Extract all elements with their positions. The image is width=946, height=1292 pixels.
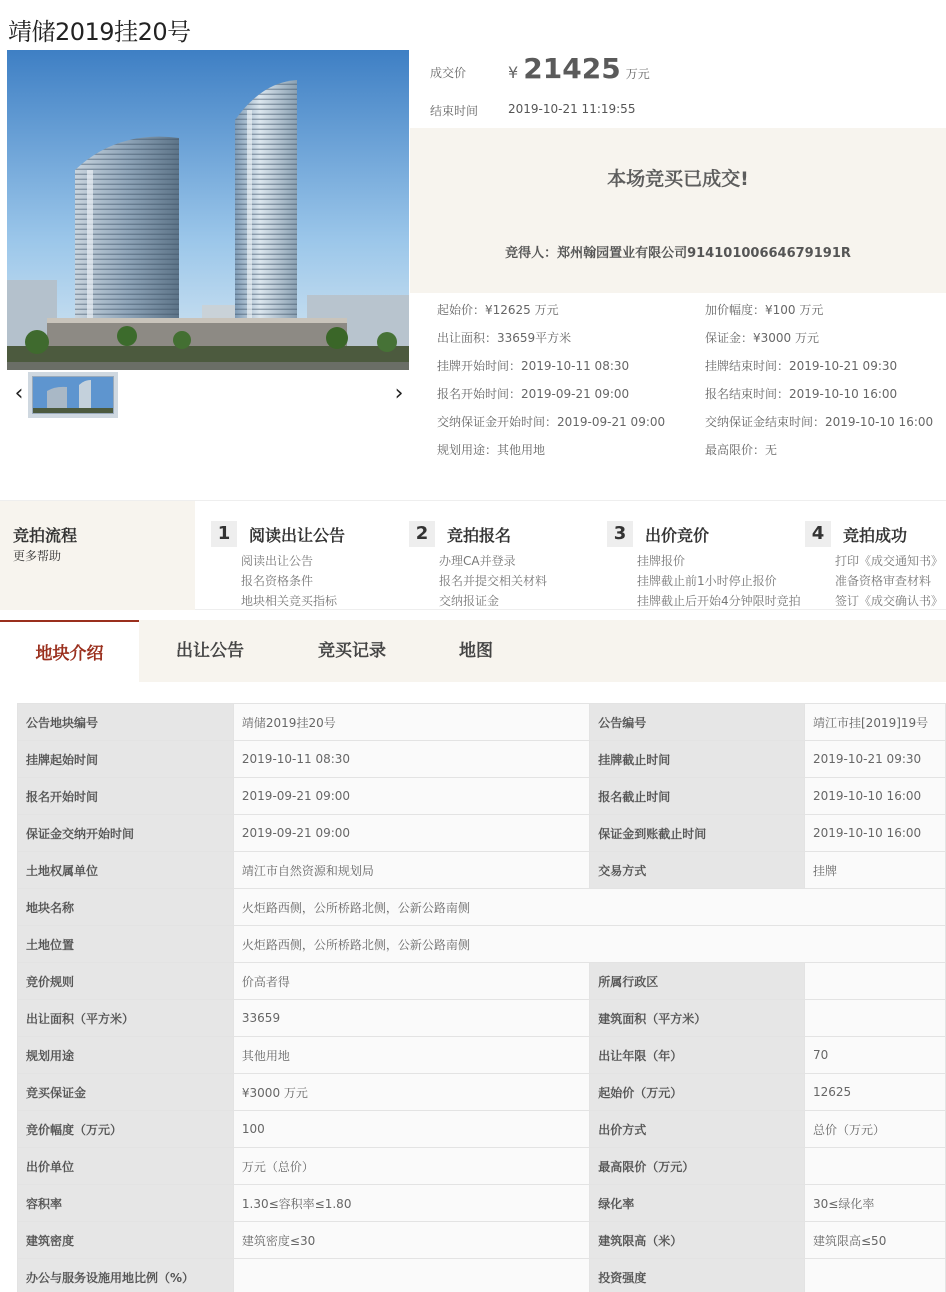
step-number: 1 bbox=[211, 521, 237, 547]
table-row bbox=[18, 1148, 946, 1185]
field-label: 出让面积（平方米） bbox=[18, 1000, 234, 1037]
info-area: 出让面积：33659平方米 bbox=[437, 331, 572, 345]
field-value bbox=[805, 1000, 946, 1037]
step-details bbox=[637, 551, 801, 611]
tab-parcel-intro[interactable]: 地块介绍 bbox=[0, 620, 139, 682]
table-row bbox=[18, 741, 946, 778]
field-label: 土地位置 bbox=[18, 926, 234, 963]
info-deposit: 保证金：¥3000 万元 bbox=[705, 331, 819, 345]
step-detail: 办理CA并登录 bbox=[439, 554, 516, 568]
field-value: 万元（总价） bbox=[233, 1148, 589, 1185]
info-max-price: 最高限价：无 bbox=[705, 443, 778, 457]
step-detail: 报名并提交相关材料 bbox=[439, 574, 548, 588]
field-value: 2019-10-10 16:00 bbox=[805, 778, 946, 815]
table-row bbox=[18, 852, 946, 889]
field-value: 30≤绿化率 bbox=[805, 1185, 946, 1222]
field-label: 出价方式 bbox=[590, 1111, 805, 1148]
field-value: 12625 bbox=[805, 1074, 946, 1111]
info-usage: 规划用途：其他用地 bbox=[437, 443, 546, 457]
tab-bid-records[interactable]: 竞买记录 bbox=[318, 641, 386, 661]
deal-price-label: 成交价 bbox=[430, 66, 467, 80]
chevron-right-icon[interactable]: › bbox=[394, 381, 404, 406]
table-row bbox=[18, 1074, 946, 1111]
more-help-link[interactable]: 更多帮助 bbox=[13, 549, 62, 563]
table-row bbox=[18, 963, 946, 1000]
bidding-process bbox=[0, 500, 946, 610]
field-label: 办公与服务设施用地比例（%） bbox=[18, 1259, 234, 1292]
step-detail: 打印《成交通知书》 bbox=[835, 554, 944, 568]
process-title: 竞拍流程 bbox=[13, 526, 78, 545]
table-row bbox=[18, 815, 946, 852]
step-detail: 挂牌报价 bbox=[637, 554, 686, 568]
step-detail: 交纳报证金 bbox=[439, 594, 500, 608]
info-start-price: 起始价：¥12625 万元 bbox=[437, 303, 559, 317]
tab-map[interactable]: 地图 bbox=[459, 641, 493, 661]
field-value: 火炬路西侧，公所桥路北侧，公新公路南侧 bbox=[233, 889, 945, 926]
field-value: 建筑密度≤30 bbox=[233, 1222, 589, 1259]
info-signup-start: 报名开始时间：2019-09-21 09:00 bbox=[437, 387, 630, 401]
step-details bbox=[439, 551, 547, 611]
step-number: 4 bbox=[805, 521, 831, 547]
field-value: 价高者得 bbox=[233, 963, 589, 1000]
field-value: 2019-10-11 08:30 bbox=[233, 741, 589, 778]
field-label: 所属行政区 bbox=[590, 963, 805, 1000]
field-label: 公告编号 bbox=[590, 704, 805, 741]
field-label: 土地权属单位 bbox=[18, 852, 234, 889]
field-label: 保证金到账截止时间 bbox=[590, 815, 805, 852]
step-detail: 报名资格条件 bbox=[241, 574, 314, 588]
end-time-value: 2019-10-21 11:19:55 bbox=[508, 102, 636, 116]
field-value bbox=[805, 1148, 946, 1185]
parcel-detail-table bbox=[17, 703, 946, 1292]
thumbnail[interactable] bbox=[28, 372, 118, 418]
winner-info: 竞得人：郑州翰园置业有限公司91410100664679191R bbox=[505, 246, 851, 261]
tab-announcement[interactable]: 出让公告 bbox=[176, 641, 244, 661]
table-row bbox=[18, 926, 946, 963]
field-value: 靖江市挂[2019]19号 bbox=[805, 704, 946, 741]
step-title: 阅读出让公告 bbox=[249, 526, 346, 545]
field-value: 建筑限高≤50 bbox=[805, 1222, 946, 1259]
field-label: 出价单位 bbox=[18, 1148, 234, 1185]
page-title: 靖储2019挂20号 bbox=[8, 18, 191, 46]
step-detail: 签订《成交确认书》 bbox=[835, 594, 944, 608]
field-label: 挂牌截止时间 bbox=[590, 741, 805, 778]
info-signup-end: 报名结束时间：2019-10-10 16:00 bbox=[705, 387, 898, 401]
table-row bbox=[18, 778, 946, 815]
field-value bbox=[805, 1259, 946, 1292]
step-detail: 挂牌截止后开始4分钟限时竞拍 bbox=[637, 594, 801, 608]
field-value: ¥3000 万元 bbox=[233, 1074, 589, 1111]
table-row bbox=[18, 1111, 946, 1148]
field-value: 靖江市自然资源和规划局 bbox=[233, 852, 589, 889]
field-value: 靖储2019挂20号 bbox=[233, 704, 589, 741]
field-label: 报名截止时间 bbox=[590, 778, 805, 815]
field-value: 33659 bbox=[233, 1000, 589, 1037]
field-value: 1.30≤容积率≤1.80 bbox=[233, 1185, 589, 1222]
deal-price-number: 21425 bbox=[523, 52, 621, 85]
process-header bbox=[0, 501, 195, 610]
field-value bbox=[233, 1259, 589, 1292]
step-detail: 挂牌截止前1小时停止报价 bbox=[637, 574, 777, 588]
currency-symbol: ¥ bbox=[508, 63, 519, 82]
end-time-label: 结束时间 bbox=[430, 104, 479, 118]
field-value: 总价（万元） bbox=[805, 1111, 946, 1148]
field-value: 其他用地 bbox=[233, 1037, 589, 1074]
field-value: 2019-10-10 16:00 bbox=[805, 815, 946, 852]
field-value: 100 bbox=[233, 1111, 589, 1148]
table-row bbox=[18, 1259, 946, 1292]
field-label: 规划用途 bbox=[18, 1037, 234, 1074]
field-label: 挂牌起始时间 bbox=[18, 741, 234, 778]
field-label: 公告地块编号 bbox=[18, 704, 234, 741]
step-detail: 准备资格审查材料 bbox=[835, 574, 932, 588]
step-details bbox=[241, 551, 337, 611]
field-label: 竞买保证金 bbox=[18, 1074, 234, 1111]
table-row bbox=[18, 1222, 946, 1259]
deal-price-unit: 万元 bbox=[625, 67, 650, 81]
field-value: 2019-09-21 09:00 bbox=[233, 815, 589, 852]
chevron-left-icon[interactable]: ‹ bbox=[14, 381, 24, 406]
field-label: 竞价规则 bbox=[18, 963, 234, 1000]
field-value bbox=[805, 963, 946, 1000]
field-label: 建筑面积（平方米） bbox=[590, 1000, 805, 1037]
field-value: 火炬路西侧，公所桥路北侧，公新公路南侧 bbox=[233, 926, 945, 963]
thumbnail-strip bbox=[7, 372, 409, 418]
field-label: 投资强度 bbox=[590, 1259, 805, 1292]
step-detail: 地块相关竞买指标 bbox=[241, 594, 338, 608]
table-row bbox=[18, 1037, 946, 1074]
result-title: 本场竞买已成交! bbox=[607, 168, 749, 190]
step-detail: 阅读出让公告 bbox=[241, 554, 314, 568]
table-row bbox=[18, 889, 946, 926]
field-label: 保证金交纳开始时间 bbox=[18, 815, 234, 852]
field-label: 报名开始时间 bbox=[18, 778, 234, 815]
step-title: 出价竞价 bbox=[645, 526, 710, 545]
field-value: 挂牌 bbox=[805, 852, 946, 889]
step-title: 竞拍成功 bbox=[843, 526, 908, 545]
info-listing-end: 挂牌结束时间：2019-10-21 09:30 bbox=[705, 359, 898, 373]
field-label: 地块名称 bbox=[18, 889, 234, 926]
table-row bbox=[18, 704, 946, 741]
field-label: 建筑限高（米） bbox=[590, 1222, 805, 1259]
field-value: 2019-09-21 09:00 bbox=[233, 778, 589, 815]
info-deposit-end: 交纳保证金结束时间：2019-10-10 16:00 bbox=[705, 415, 934, 429]
field-label: 建筑密度 bbox=[18, 1222, 234, 1259]
table-row bbox=[18, 1185, 946, 1222]
step-number: 3 bbox=[607, 521, 633, 547]
field-value: 2019-10-21 09:30 bbox=[805, 741, 946, 778]
table-row bbox=[18, 1000, 946, 1037]
step-details bbox=[835, 551, 943, 611]
info-listing-start: 挂牌开始时间：2019-10-11 08:30 bbox=[437, 359, 630, 373]
info-increment: 加价幅度：¥100 万元 bbox=[705, 303, 824, 317]
field-label: 交易方式 bbox=[590, 852, 805, 889]
deal-price bbox=[508, 52, 650, 85]
tab-bar bbox=[0, 620, 946, 682]
result-panel bbox=[410, 128, 946, 293]
field-label: 起始价（万元） bbox=[590, 1074, 805, 1111]
field-label: 最高限价（万元） bbox=[590, 1148, 805, 1185]
info-deposit-start: 交纳保证金开始时间：2019-09-21 09:00 bbox=[437, 415, 666, 429]
field-label: 出让年限（年） bbox=[590, 1037, 805, 1074]
field-label: 竞价幅度（万元） bbox=[18, 1111, 234, 1148]
field-label: 绿化率 bbox=[590, 1185, 805, 1222]
field-value: 70 bbox=[805, 1037, 946, 1074]
step-title: 竞拍报名 bbox=[447, 526, 512, 545]
step-number: 2 bbox=[409, 521, 435, 547]
field-label: 容积率 bbox=[18, 1185, 234, 1222]
main-image bbox=[7, 50, 409, 370]
